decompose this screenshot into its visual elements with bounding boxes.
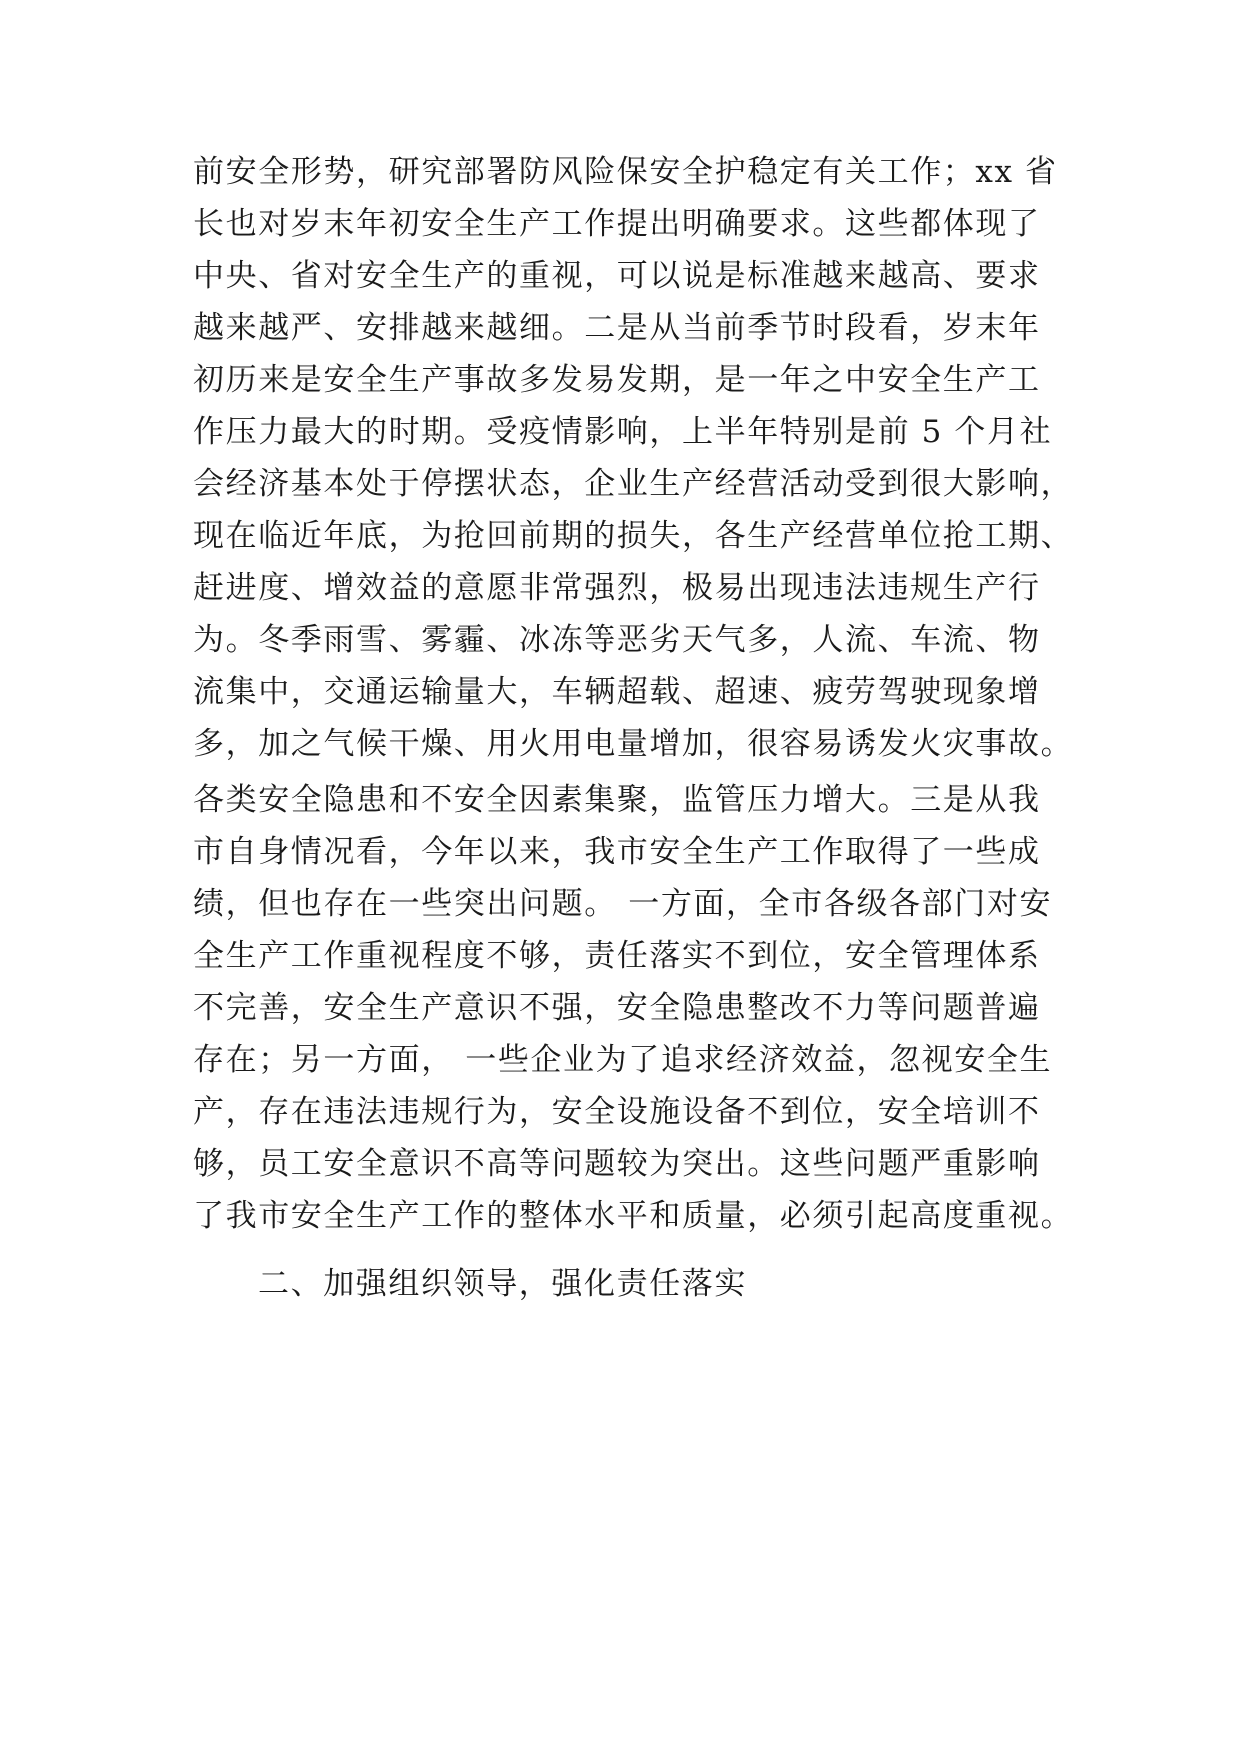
body-text-line: 全生产工作重视程度不够，责任落实不到位，安全管理体系 [193, 938, 1041, 974]
body-text-line: 赶进度、增效益的意愿非常强烈，极易出现违法违规生产行 [193, 570, 1041, 606]
body-text-line: 各类安全隐患和不安全因素集聚，监管压力增大。三是从我 [193, 782, 1041, 818]
body-text-line: 市自身情况看，今年以来，我市安全生产工作取得了一些成 [193, 834, 1041, 870]
body-text-line: 绩，但也存在一些突出问题。 一方面，全市各级各部门对安 [193, 886, 1053, 922]
body-text-line: 产，存在违法违规行为，安全设施设备不到位，安全培训不 [193, 1094, 1041, 1130]
body-text-line: 初历来是安全生产事故多发易发期，是一年之中安全生产工 [193, 362, 1041, 398]
body-text-line: 了我市安全生产工作的整体水平和质量，必须引起高度重视。 [193, 1198, 1074, 1234]
body-text-line: 越来越严、安排越来越细。二是从当前季节时段看，岁末年 [193, 310, 1041, 346]
body-text-line: 多，加之气候干燥、用火用电量增加，很容易诱发火灾事故。 [193, 726, 1074, 762]
body-text-line: 为。冬季雨雪、雾霾、冰冻等恶劣天气多，人流、车流、物 [193, 622, 1041, 658]
body-text-line: 长也对岁末年初安全生产工作提出明确要求。这些都体现了 [193, 206, 1041, 242]
body-text-line: 够，员工安全意识不高等问题较为突出。这些问题严重影响 [193, 1146, 1041, 1182]
body-text-line: 中央、省对安全生产的重视，可以说是标准越来越高、要求 [193, 258, 1041, 294]
body-text-line: 不完善，安全生产意识不强，安全隐患整改不力等问题普遍 [193, 990, 1041, 1026]
body-text-line: 会经济基本处于停摆状态，企业生产经营活动受到很大影响， [193, 466, 1074, 502]
body-text-line: 作压力最大的时期。受疫情影响，上半年特别是前 5 个月社 [193, 414, 1053, 450]
body-text-line: 存在；另一方面， 一些企业为了追求经济效益，忽视安全生 [193, 1042, 1053, 1078]
body-text-line: 流集中，交通运输量大，车辆超载、超速、疲劳驾驶现象增 [193, 674, 1041, 710]
body-text-line: 现在临近年底，为抢回前期的损失，各生产经营单位抢工期、 [193, 518, 1074, 554]
section-heading: 二、加强组织领导，强化责任落实 [258, 1266, 747, 1302]
body-text-line: 前安全形势，研究部署防风险保安全护稳定有关工作；xx 省 [193, 154, 1058, 190]
